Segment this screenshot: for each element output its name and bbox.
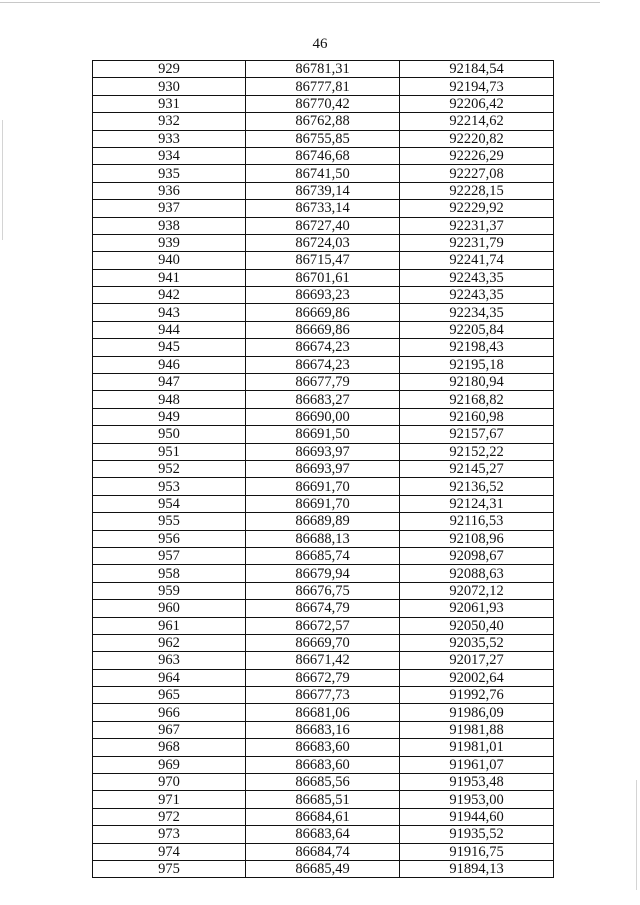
y-coordinate-cell: 91961,07 [400,756,554,773]
x-coordinate-cell: 86681,06 [246,704,400,721]
x-coordinate-cell: 86671,42 [246,652,400,669]
table-row [93,721,554,738]
table-row [93,843,554,860]
x-coordinate-cell: 86685,74 [246,547,400,564]
point-number-cell: 940 [93,252,246,269]
scan-edge-top [0,2,600,3]
point-number-cell: 933 [93,130,246,147]
x-coordinate-cell: 86677,73 [246,687,400,704]
scan-edge-left [2,120,3,240]
y-coordinate-cell: 92243,35 [400,269,554,286]
x-coordinate-cell: 86724,03 [246,234,400,251]
point-number-cell: 968 [93,739,246,756]
table-row [93,426,554,443]
y-coordinate-cell: 91894,13 [400,860,554,877]
x-coordinate-cell: 86781,31 [246,61,400,78]
table-row [93,339,554,356]
table-row [93,321,554,338]
point-number-cell: 939 [93,234,246,251]
table-row [93,634,554,651]
x-coordinate-cell: 86693,97 [246,443,400,460]
table-row [93,95,554,112]
x-coordinate-cell: 86685,49 [246,860,400,877]
y-coordinate-cell: 92088,63 [400,565,554,582]
table-row [93,287,554,304]
y-coordinate-cell: 92160,98 [400,408,554,425]
table-row [93,652,554,669]
y-coordinate-cell: 92152,22 [400,443,554,460]
x-coordinate-cell: 86690,00 [246,408,400,425]
x-coordinate-cell: 86777,81 [246,78,400,95]
point-number-cell: 972 [93,808,246,825]
table-row [93,391,554,408]
x-coordinate-cell: 86674,79 [246,600,400,617]
x-coordinate-cell: 86755,85 [246,130,400,147]
y-coordinate-cell: 92116,53 [400,513,554,530]
table-row [93,269,554,286]
table-row [93,495,554,512]
point-number-cell: 937 [93,200,246,217]
point-number-cell: 967 [93,721,246,738]
point-number-cell: 932 [93,113,246,130]
point-number-cell: 962 [93,634,246,651]
point-number-cell: 966 [93,704,246,721]
point-number-cell: 960 [93,600,246,617]
y-coordinate-cell: 91981,01 [400,739,554,756]
x-coordinate-cell: 86683,16 [246,721,400,738]
x-coordinate-cell: 86770,42 [246,95,400,112]
x-coordinate-cell: 86715,47 [246,252,400,269]
y-coordinate-cell: 92124,31 [400,495,554,512]
point-number-cell: 970 [93,774,246,791]
point-number-cell: 949 [93,408,246,425]
point-number-cell: 948 [93,391,246,408]
y-coordinate-cell: 91935,52 [400,826,554,843]
x-coordinate-cell: 86693,97 [246,460,400,477]
table-row [93,182,554,199]
x-coordinate-cell: 86693,23 [246,287,400,304]
y-coordinate-cell: 91916,75 [400,843,554,860]
table-row [93,704,554,721]
table-row [93,130,554,147]
x-coordinate-cell: 86684,74 [246,843,400,860]
point-number-cell: 974 [93,843,246,860]
y-coordinate-cell: 91953,48 [400,774,554,791]
point-number-cell: 961 [93,617,246,634]
point-number-cell: 958 [93,565,246,582]
x-coordinate-cell: 86683,27 [246,391,400,408]
table-row [93,478,554,495]
y-coordinate-cell: 92017,27 [400,652,554,669]
x-coordinate-cell: 86669,86 [246,321,400,338]
x-coordinate-cell: 86677,79 [246,374,400,391]
y-coordinate-cell: 92226,29 [400,147,554,164]
x-coordinate-cell: 86684,61 [246,808,400,825]
point-number-cell: 941 [93,269,246,286]
table-row [93,61,554,78]
point-number-cell: 963 [93,652,246,669]
y-coordinate-cell: 92180,94 [400,374,554,391]
y-coordinate-cell: 92072,12 [400,582,554,599]
x-coordinate-cell: 86762,88 [246,113,400,130]
table-row [93,217,554,234]
table-row [93,78,554,95]
x-coordinate-cell: 86691,70 [246,495,400,512]
y-coordinate-cell: 92157,67 [400,426,554,443]
scan-edge-right [636,780,637,890]
x-coordinate-cell: 86683,60 [246,739,400,756]
y-coordinate-cell: 92206,42 [400,95,554,112]
y-coordinate-cell: 92241,74 [400,252,554,269]
y-coordinate-cell: 91944,60 [400,808,554,825]
table-row [93,547,554,564]
point-number-cell: 942 [93,287,246,304]
y-coordinate-cell: 92145,27 [400,460,554,477]
point-number-cell: 950 [93,426,246,443]
page-number: 46 [312,36,328,52]
y-coordinate-cell: 91992,76 [400,687,554,704]
table-row [93,356,554,373]
point-number-cell: 929 [93,61,246,78]
table-row [93,408,554,425]
table-row [93,687,554,704]
point-number-cell: 936 [93,182,246,199]
y-coordinate-cell: 91953,00 [400,791,554,808]
point-number-cell: 957 [93,547,246,564]
point-number-cell: 973 [93,826,246,843]
x-coordinate-cell: 86691,50 [246,426,400,443]
x-coordinate-cell: 86669,86 [246,304,400,321]
point-number-cell: 947 [93,374,246,391]
table-row [93,460,554,477]
y-coordinate-cell: 92035,52 [400,634,554,651]
point-number-cell: 938 [93,217,246,234]
x-coordinate-cell: 86689,89 [246,513,400,530]
table-row [93,147,554,164]
y-coordinate-cell: 91986,09 [400,704,554,721]
point-number-cell: 935 [93,165,246,182]
x-coordinate-cell: 86683,60 [246,756,400,773]
table-row [93,808,554,825]
point-number-cell: 953 [93,478,246,495]
y-coordinate-cell: 92194,73 [400,78,554,95]
table-row [93,113,554,130]
y-coordinate-cell: 92214,62 [400,113,554,130]
point-number-cell: 944 [93,321,246,338]
x-coordinate-cell: 86676,75 [246,582,400,599]
point-number-cell: 946 [93,356,246,373]
y-coordinate-cell: 92168,82 [400,391,554,408]
table-row [93,617,554,634]
y-coordinate-cell: 92228,15 [400,182,554,199]
y-coordinate-cell: 92234,35 [400,304,554,321]
table-row [93,443,554,460]
point-number-cell: 971 [93,791,246,808]
table-row [93,530,554,547]
coordinates-table [92,60,554,878]
y-coordinate-cell: 92229,92 [400,200,554,217]
y-coordinate-cell: 92231,37 [400,217,554,234]
y-coordinate-cell: 91981,88 [400,721,554,738]
x-coordinate-cell: 86688,13 [246,530,400,547]
x-coordinate-cell: 86733,14 [246,200,400,217]
y-coordinate-cell: 92184,54 [400,61,554,78]
point-number-cell: 964 [93,669,246,686]
y-coordinate-cell: 92231,79 [400,234,554,251]
table-row [93,774,554,791]
point-number-cell: 934 [93,147,246,164]
y-coordinate-cell: 92198,43 [400,339,554,356]
x-coordinate-cell: 86727,40 [246,217,400,234]
y-coordinate-cell: 92002,64 [400,669,554,686]
x-coordinate-cell: 86674,23 [246,339,400,356]
table-row [93,600,554,617]
table-row [93,826,554,843]
table-row [93,252,554,269]
y-coordinate-cell: 92205,84 [400,321,554,338]
table-row [93,374,554,391]
point-number-cell: 952 [93,460,246,477]
table-row [93,304,554,321]
coordinates-table-body [93,61,554,878]
point-number-cell: 955 [93,513,246,530]
point-number-cell: 930 [93,78,246,95]
point-number-cell: 951 [93,443,246,460]
x-coordinate-cell: 86685,51 [246,791,400,808]
point-number-cell: 931 [93,95,246,112]
y-coordinate-cell: 92136,52 [400,478,554,495]
x-coordinate-cell: 86669,70 [246,634,400,651]
point-number-cell: 965 [93,687,246,704]
table-row [93,200,554,217]
x-coordinate-cell: 86679,94 [246,565,400,582]
point-number-cell: 956 [93,530,246,547]
y-coordinate-cell: 92227,08 [400,165,554,182]
x-coordinate-cell: 86739,14 [246,182,400,199]
table-row [93,756,554,773]
table-row [93,234,554,251]
table-row [93,739,554,756]
y-coordinate-cell: 92243,35 [400,287,554,304]
y-coordinate-cell: 92098,67 [400,547,554,564]
y-coordinate-cell: 92195,18 [400,356,554,373]
point-number-cell: 945 [93,339,246,356]
x-coordinate-cell: 86685,56 [246,774,400,791]
x-coordinate-cell: 86746,68 [246,147,400,164]
table-row [93,860,554,877]
x-coordinate-cell: 86672,57 [246,617,400,634]
y-coordinate-cell: 92061,93 [400,600,554,617]
x-coordinate-cell: 86674,23 [246,356,400,373]
point-number-cell: 943 [93,304,246,321]
x-coordinate-cell: 86672,79 [246,669,400,686]
point-number-cell: 959 [93,582,246,599]
point-number-cell: 954 [93,495,246,512]
table-row [93,565,554,582]
x-coordinate-cell: 86741,50 [246,165,400,182]
x-coordinate-cell: 86683,64 [246,826,400,843]
table-row [93,669,554,686]
table-row [93,165,554,182]
point-number-cell: 975 [93,860,246,877]
x-coordinate-cell: 86691,70 [246,478,400,495]
y-coordinate-cell: 92220,82 [400,130,554,147]
y-coordinate-cell: 92050,40 [400,617,554,634]
table-row [93,791,554,808]
table-row [93,513,554,530]
table-row [93,582,554,599]
point-number-cell: 969 [93,756,246,773]
y-coordinate-cell: 92108,96 [400,530,554,547]
x-coordinate-cell: 86701,61 [246,269,400,286]
